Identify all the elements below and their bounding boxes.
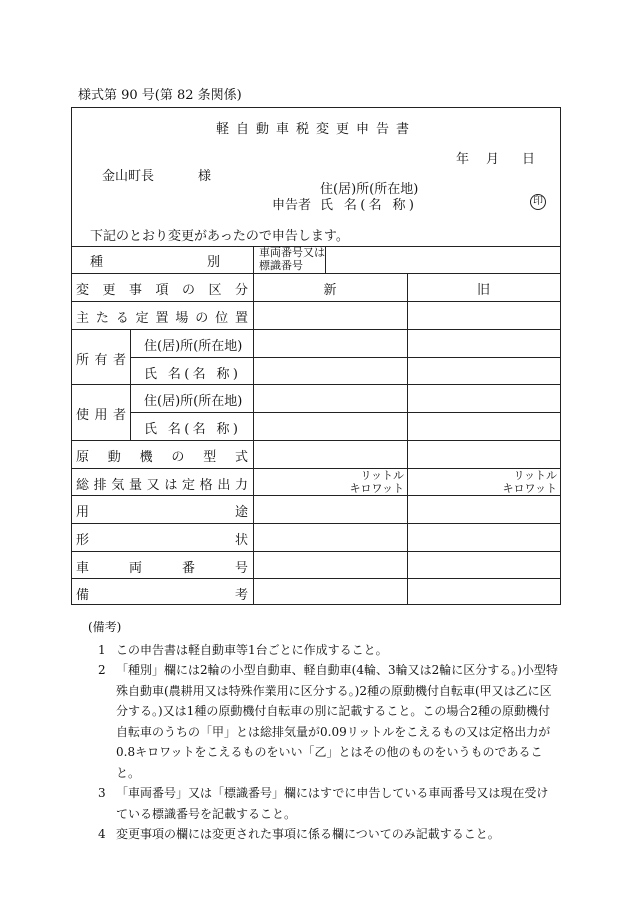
remarks-label: 備考: [76, 588, 248, 603]
rule: [325, 246, 326, 273]
type-label: 種 別: [90, 255, 220, 270]
date-month: 月: [486, 152, 500, 167]
addressee: 金山町長: [102, 169, 155, 184]
location-label: 主たる定置場の位置: [76, 311, 248, 326]
owner-label: 所有者: [76, 353, 126, 368]
unit-liter-new: リットル: [360, 469, 404, 482]
displacement-label: 総排気量又は定格出力: [76, 478, 248, 493]
rule: [130, 329, 131, 440]
use-label: 用途: [76, 505, 248, 520]
applicant-address-label: 住(居)所(所在地): [320, 182, 419, 197]
engine-type-label: 原動機の型式: [76, 450, 248, 465]
note-text: 「種別」欄には2輪の小型自動車、軽自動車(4輪、3輪又は2輪に区分する。)小型特殊自動車(農耕用又は特殊作業用に区分する。)2種の原動機付自転車(甲又は乙に区分する。)又は1種の原動機付自転車の別に記載すること。この場合2種の原動機付自転車のうちの「甲」とは総排気量が0.09リットルをこえるもの又は定格出力が0.8キロワットをこえるものをいい「乙」とはその他のものをいうものであること。: [116, 663, 558, 780]
applicant-name-label: 氏 名(名 称): [320, 198, 414, 213]
rule: [72, 384, 560, 385]
note-item: [88, 640, 558, 661]
rule: [72, 440, 560, 441]
rule: [72, 495, 560, 496]
rule: [72, 301, 560, 302]
unit-liter-old: リットル: [513, 469, 557, 482]
form-frame: [71, 107, 561, 605]
note-number: 2: [98, 663, 106, 677]
change-item-label: 変更事項の区分: [76, 283, 248, 298]
new-column-header: 新: [323, 283, 337, 298]
rule: [72, 273, 560, 274]
rule: [407, 273, 408, 604]
statement: 下記のとおり変更があったので申告します。: [90, 229, 349, 244]
note-number: 4: [98, 827, 106, 841]
rule: [72, 551, 560, 552]
user-address-label: 住(居)所(所在地): [144, 394, 243, 409]
date-year: 年: [456, 152, 470, 167]
shape-label: 形状: [76, 533, 248, 548]
unit-kw-new: キロワット: [349, 482, 404, 495]
form-number: 様式第 90 号(第 82 条関係): [78, 88, 242, 103]
unit-kw-old: キロワット: [502, 482, 557, 495]
form-title: 軽自動車税変更申告書: [215, 122, 416, 137]
note-item: [88, 660, 558, 783]
rule: [72, 329, 560, 330]
seal-mark: 印: [530, 194, 546, 210]
honorific: 様: [198, 169, 212, 184]
date-day: 日: [522, 152, 536, 167]
owner-name-label: 氏 名(名 称): [144, 367, 238, 382]
user-label: 使用者: [76, 408, 126, 423]
vehicle-number-header: 車両番号又は標識番号: [259, 246, 325, 272]
note-number: 1: [98, 642, 106, 657]
rule: [130, 412, 560, 413]
notes-heading: (備考): [88, 620, 122, 634]
note-text: この申告書は軽自動車等1台ごとに作成すること。: [116, 642, 388, 657]
note-text: 変更事項の欄には変更された事項に係る欄についてのみ記載すること。: [116, 827, 500, 841]
old-column-header: 旧: [476, 283, 490, 298]
note-text: 「車両番号」又は「標識番号」欄にはすでに申告している車両番号又は現在受けている標識番号を記載すること。: [116, 786, 549, 821]
user-name-label: 氏 名(名 称): [144, 422, 238, 437]
note-number: 3: [98, 786, 106, 800]
applicant-label: 申告者: [272, 198, 312, 213]
rule: [72, 578, 560, 579]
rule: [253, 246, 254, 604]
vehicle-number-label: 車両番号: [76, 561, 248, 576]
notes-section: [88, 617, 558, 845]
note-item: [88, 783, 558, 824]
rule: [72, 523, 560, 524]
owner-address-label: 住(居)所(所在地): [144, 339, 243, 354]
note-item: [88, 824, 558, 845]
rule: [130, 357, 560, 358]
